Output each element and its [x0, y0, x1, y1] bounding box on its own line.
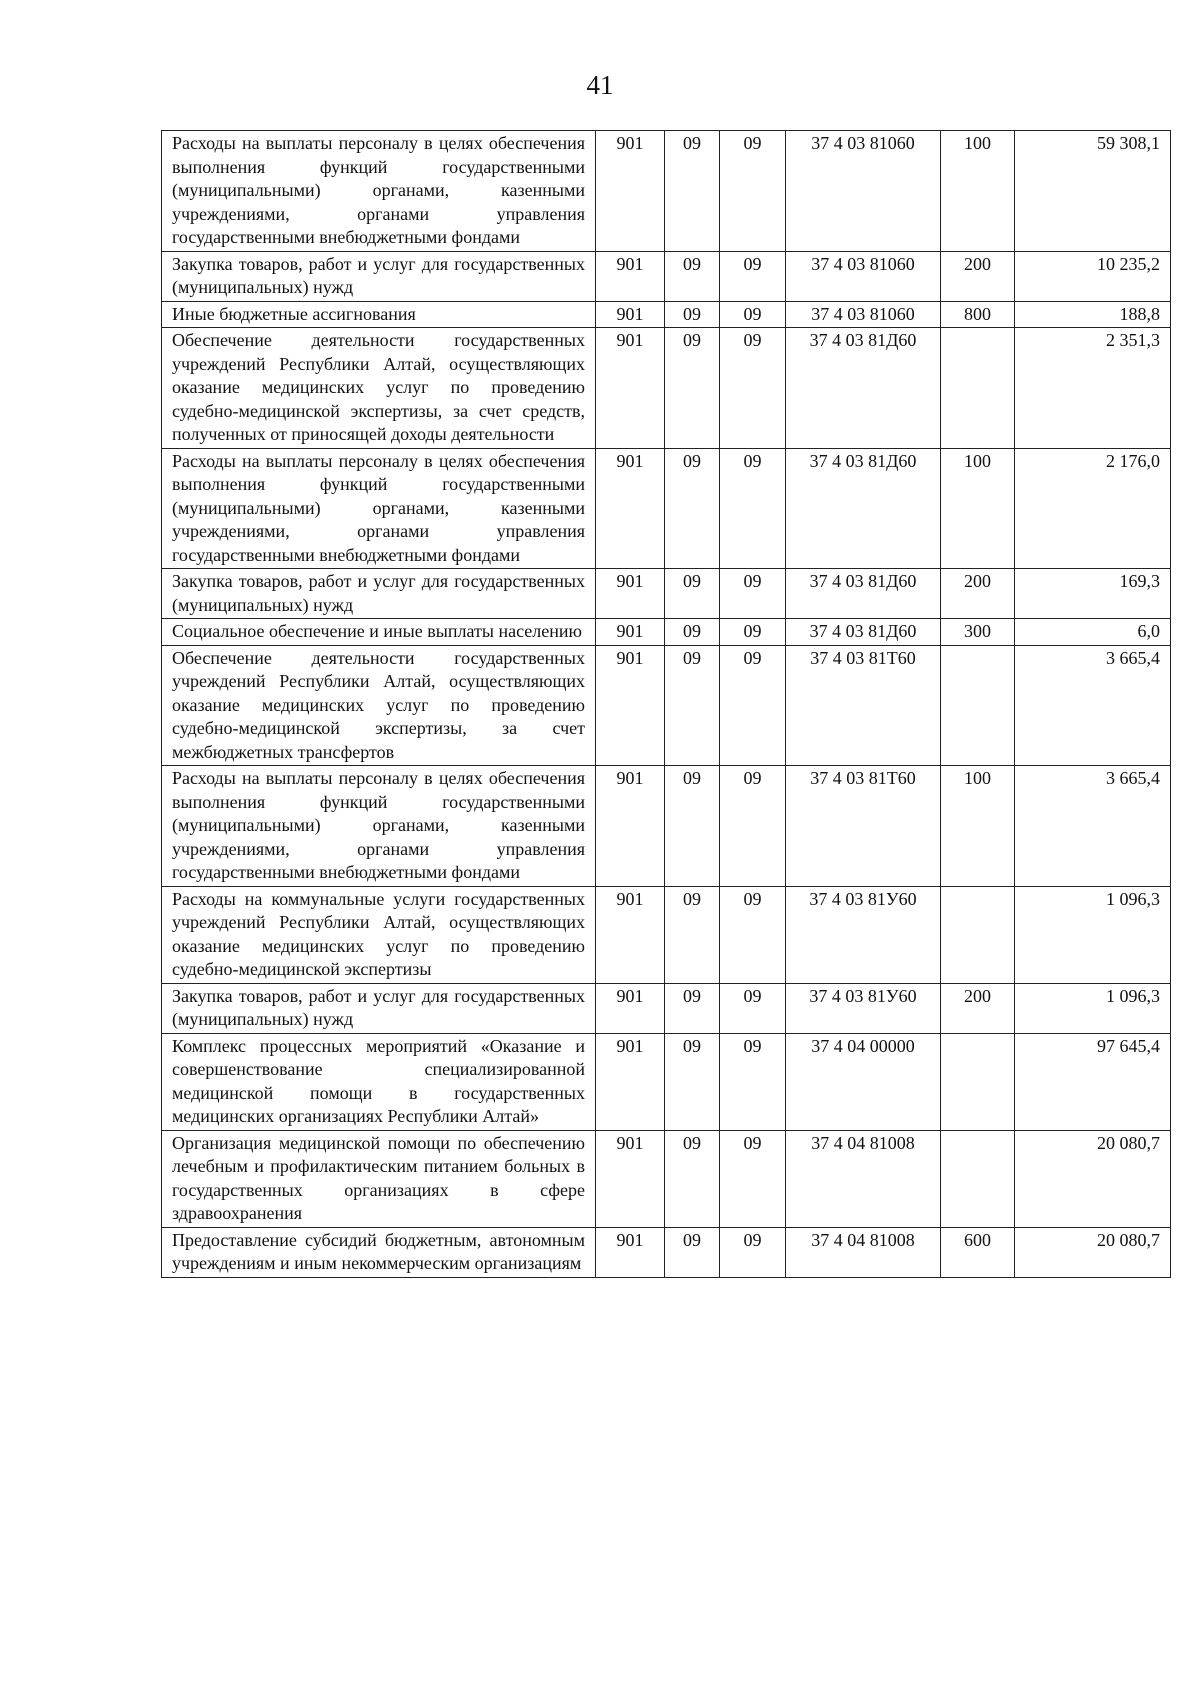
- section-code-cell: 09: [665, 619, 720, 646]
- section-code-cell: 09: [665, 886, 720, 983]
- expense-type-cell: [941, 645, 1015, 766]
- ministry-code-cell: 901: [596, 131, 665, 252]
- amount-cell: 10 235,2: [1015, 251, 1171, 301]
- subsection-code-cell: 09: [720, 328, 786, 449]
- table-row: [162, 448, 1171, 569]
- ministry-code-cell: 901: [596, 251, 665, 301]
- section-code-cell: 09: [665, 1130, 720, 1227]
- table-row: [162, 619, 1171, 646]
- table-row: [162, 983, 1171, 1033]
- amount-cell: 3 665,4: [1015, 645, 1171, 766]
- subsection-code-cell: 09: [720, 983, 786, 1033]
- expense-name-cell: Социальное обеспечение и иные выплаты населению: [162, 619, 596, 646]
- target-article-cell: 37 4 03 81У60: [786, 983, 941, 1033]
- ministry-code-cell: 901: [596, 569, 665, 619]
- subsection-code-cell: 09: [720, 886, 786, 983]
- subsection-code-cell: 09: [720, 1130, 786, 1227]
- table-row: [162, 1130, 1171, 1227]
- expense-type-cell: [941, 886, 1015, 983]
- section-code-cell: 09: [665, 766, 720, 887]
- expense-name-cell: Обеспечение деятельности государственных учреждений Республики Алтай, осуществляющих оказание медицинских услуг по проведению судебно-медицинской экспертизы, за счет средств, полученных от приносящей доходы деятельности: [162, 328, 596, 449]
- amount-cell: 169,3: [1015, 569, 1171, 619]
- section-code-cell: 09: [665, 328, 720, 449]
- budget-table: [161, 130, 1171, 1278]
- ministry-code-cell: 901: [596, 766, 665, 887]
- subsection-code-cell: 09: [720, 1227, 786, 1277]
- ministry-code-cell: 901: [596, 1033, 665, 1130]
- expense-name-cell: Организация медицинской помощи по обеспечению лечебным и профилактическим питанием больных в государственных организациях в сфере здравоохранения: [162, 1130, 596, 1227]
- target-article-cell: 37 4 03 81060: [786, 251, 941, 301]
- target-article-cell: 37 4 03 81Д60: [786, 619, 941, 646]
- amount-cell: 2 351,3: [1015, 328, 1171, 449]
- subsection-code-cell: 09: [720, 131, 786, 252]
- ministry-code-cell: 901: [596, 983, 665, 1033]
- subsection-code-cell: 09: [720, 766, 786, 887]
- amount-cell: 1 096,3: [1015, 983, 1171, 1033]
- section-code-cell: 09: [665, 131, 720, 252]
- target-article-cell: 37 4 03 81Т60: [786, 766, 941, 887]
- target-article-cell: 37 4 03 81Д60: [786, 569, 941, 619]
- table-body: [162, 131, 1171, 1278]
- section-code-cell: 09: [665, 448, 720, 569]
- subsection-code-cell: 09: [720, 619, 786, 646]
- table-row: [162, 766, 1171, 887]
- amount-cell: 20 080,7: [1015, 1130, 1171, 1227]
- table-row: [162, 569, 1171, 619]
- target-article-cell: 37 4 03 81Т60: [786, 645, 941, 766]
- ministry-code-cell: 901: [596, 448, 665, 569]
- amount-cell: 3 665,4: [1015, 766, 1171, 887]
- ministry-code-cell: 901: [596, 328, 665, 449]
- expense-type-cell: [941, 328, 1015, 449]
- expense-type-cell: 100: [941, 766, 1015, 887]
- ministry-code-cell: 901: [596, 886, 665, 983]
- amount-cell: 2 176,0: [1015, 448, 1171, 569]
- subsection-code-cell: 09: [720, 645, 786, 766]
- table-row: [162, 301, 1171, 328]
- subsection-code-cell: 09: [720, 301, 786, 328]
- amount-cell: 188,8: [1015, 301, 1171, 328]
- expense-name-cell: Закупка товаров, работ и услуг для государственных (муниципальных) нужд: [162, 251, 596, 301]
- expense-type-cell: 200: [941, 983, 1015, 1033]
- target-article-cell: 37 4 03 81Д60: [786, 328, 941, 449]
- subsection-code-cell: 09: [720, 448, 786, 569]
- target-article-cell: 37 4 04 00000: [786, 1033, 941, 1130]
- amount-cell: 20 080,7: [1015, 1227, 1171, 1277]
- expense-name-cell: Расходы на выплаты персоналу в целях обеспечения выполнения функций государственными (муниципальными) органами, казенными учреждениями, органами управления государственными внебюджетными фондами: [162, 766, 596, 887]
- expense-name-cell: Обеспечение деятельности государственных учреждений Республики Алтай, осуществляющих оказание медицинских услуг по проведению судебно-медицинской экспертизы, за счет межбюджетных трансфертов: [162, 645, 596, 766]
- expense-name-cell: Иные бюджетные ассигнования: [162, 301, 596, 328]
- subsection-code-cell: 09: [720, 569, 786, 619]
- ministry-code-cell: 901: [596, 619, 665, 646]
- page-number: 41: [586, 70, 614, 100]
- expense-name-cell: Закупка товаров, работ и услуг для государственных (муниципальных) нужд: [162, 983, 596, 1033]
- expense-type-cell: 800: [941, 301, 1015, 328]
- target-article-cell: 37 4 03 81Д60: [786, 448, 941, 569]
- expense-type-cell: 200: [941, 251, 1015, 301]
- section-code-cell: 09: [665, 251, 720, 301]
- amount-cell: 59 308,1: [1015, 131, 1171, 252]
- expense-name-cell: Расходы на выплаты персоналу в целях обеспечения выполнения функций государственными (муниципальными) органами, казенными учреждениями, органами управления государственными внебюджетными фондами: [162, 131, 596, 252]
- target-article-cell: 37 4 04 81008: [786, 1130, 941, 1227]
- section-code-cell: 09: [665, 1033, 720, 1130]
- table-row: [162, 328, 1171, 449]
- amount-cell: 97 645,4: [1015, 1033, 1171, 1130]
- expense-name-cell: Комплекс процессных мероприятий «Оказание и совершенствование специализированной медицинской помощи в государственных медицинских организациях Республики Алтай»: [162, 1033, 596, 1130]
- amount-cell: 1 096,3: [1015, 886, 1171, 983]
- ministry-code-cell: 901: [596, 1227, 665, 1277]
- expense-type-cell: 300: [941, 619, 1015, 646]
- subsection-code-cell: 09: [720, 251, 786, 301]
- ministry-code-cell: 901: [596, 645, 665, 766]
- section-code-cell: 09: [665, 301, 720, 328]
- table-row: [162, 645, 1171, 766]
- section-code-cell: 09: [665, 645, 720, 766]
- section-code-cell: 09: [665, 983, 720, 1033]
- target-article-cell: 37 4 04 81008: [786, 1227, 941, 1277]
- table-row: [162, 1033, 1171, 1130]
- expense-type-cell: 100: [941, 448, 1015, 569]
- expense-name-cell: Расходы на выплаты персоналу в целях обеспечения выполнения функций государственными (муниципальными) органами, казенными учреждениями, органами управления государственными внебюджетными фондами: [162, 448, 596, 569]
- table-row: [162, 131, 1171, 252]
- expense-type-cell: [941, 1033, 1015, 1130]
- table-row: [162, 1227, 1171, 1277]
- expense-name-cell: Закупка товаров, работ и услуг для государственных (муниципальных) нужд: [162, 569, 596, 619]
- ministry-code-cell: 901: [596, 301, 665, 328]
- expense-type-cell: 100: [941, 131, 1015, 252]
- ministry-code-cell: 901: [596, 1130, 665, 1227]
- table-row: [162, 251, 1171, 301]
- target-article-cell: 37 4 03 81060: [786, 131, 941, 252]
- section-code-cell: 09: [665, 1227, 720, 1277]
- target-article-cell: 37 4 03 81У60: [786, 886, 941, 983]
- expense-name-cell: Предоставление субсидий бюджетным, автономным учреждениям и иным некоммерческим организациям: [162, 1227, 596, 1277]
- table-row: [162, 886, 1171, 983]
- subsection-code-cell: 09: [720, 1033, 786, 1130]
- section-code-cell: 09: [665, 569, 720, 619]
- target-article-cell: 37 4 03 81060: [786, 301, 941, 328]
- expense-type-cell: 200: [941, 569, 1015, 619]
- amount-cell: 6,0: [1015, 619, 1171, 646]
- expense-type-cell: 600: [941, 1227, 1015, 1277]
- expense-type-cell: [941, 1130, 1015, 1227]
- expense-name-cell: Расходы на коммунальные услуги государственных учреждений Республики Алтай, осуществляющих оказание медицинских услуг по проведению судебно-медицинской экспертизы: [162, 886, 596, 983]
